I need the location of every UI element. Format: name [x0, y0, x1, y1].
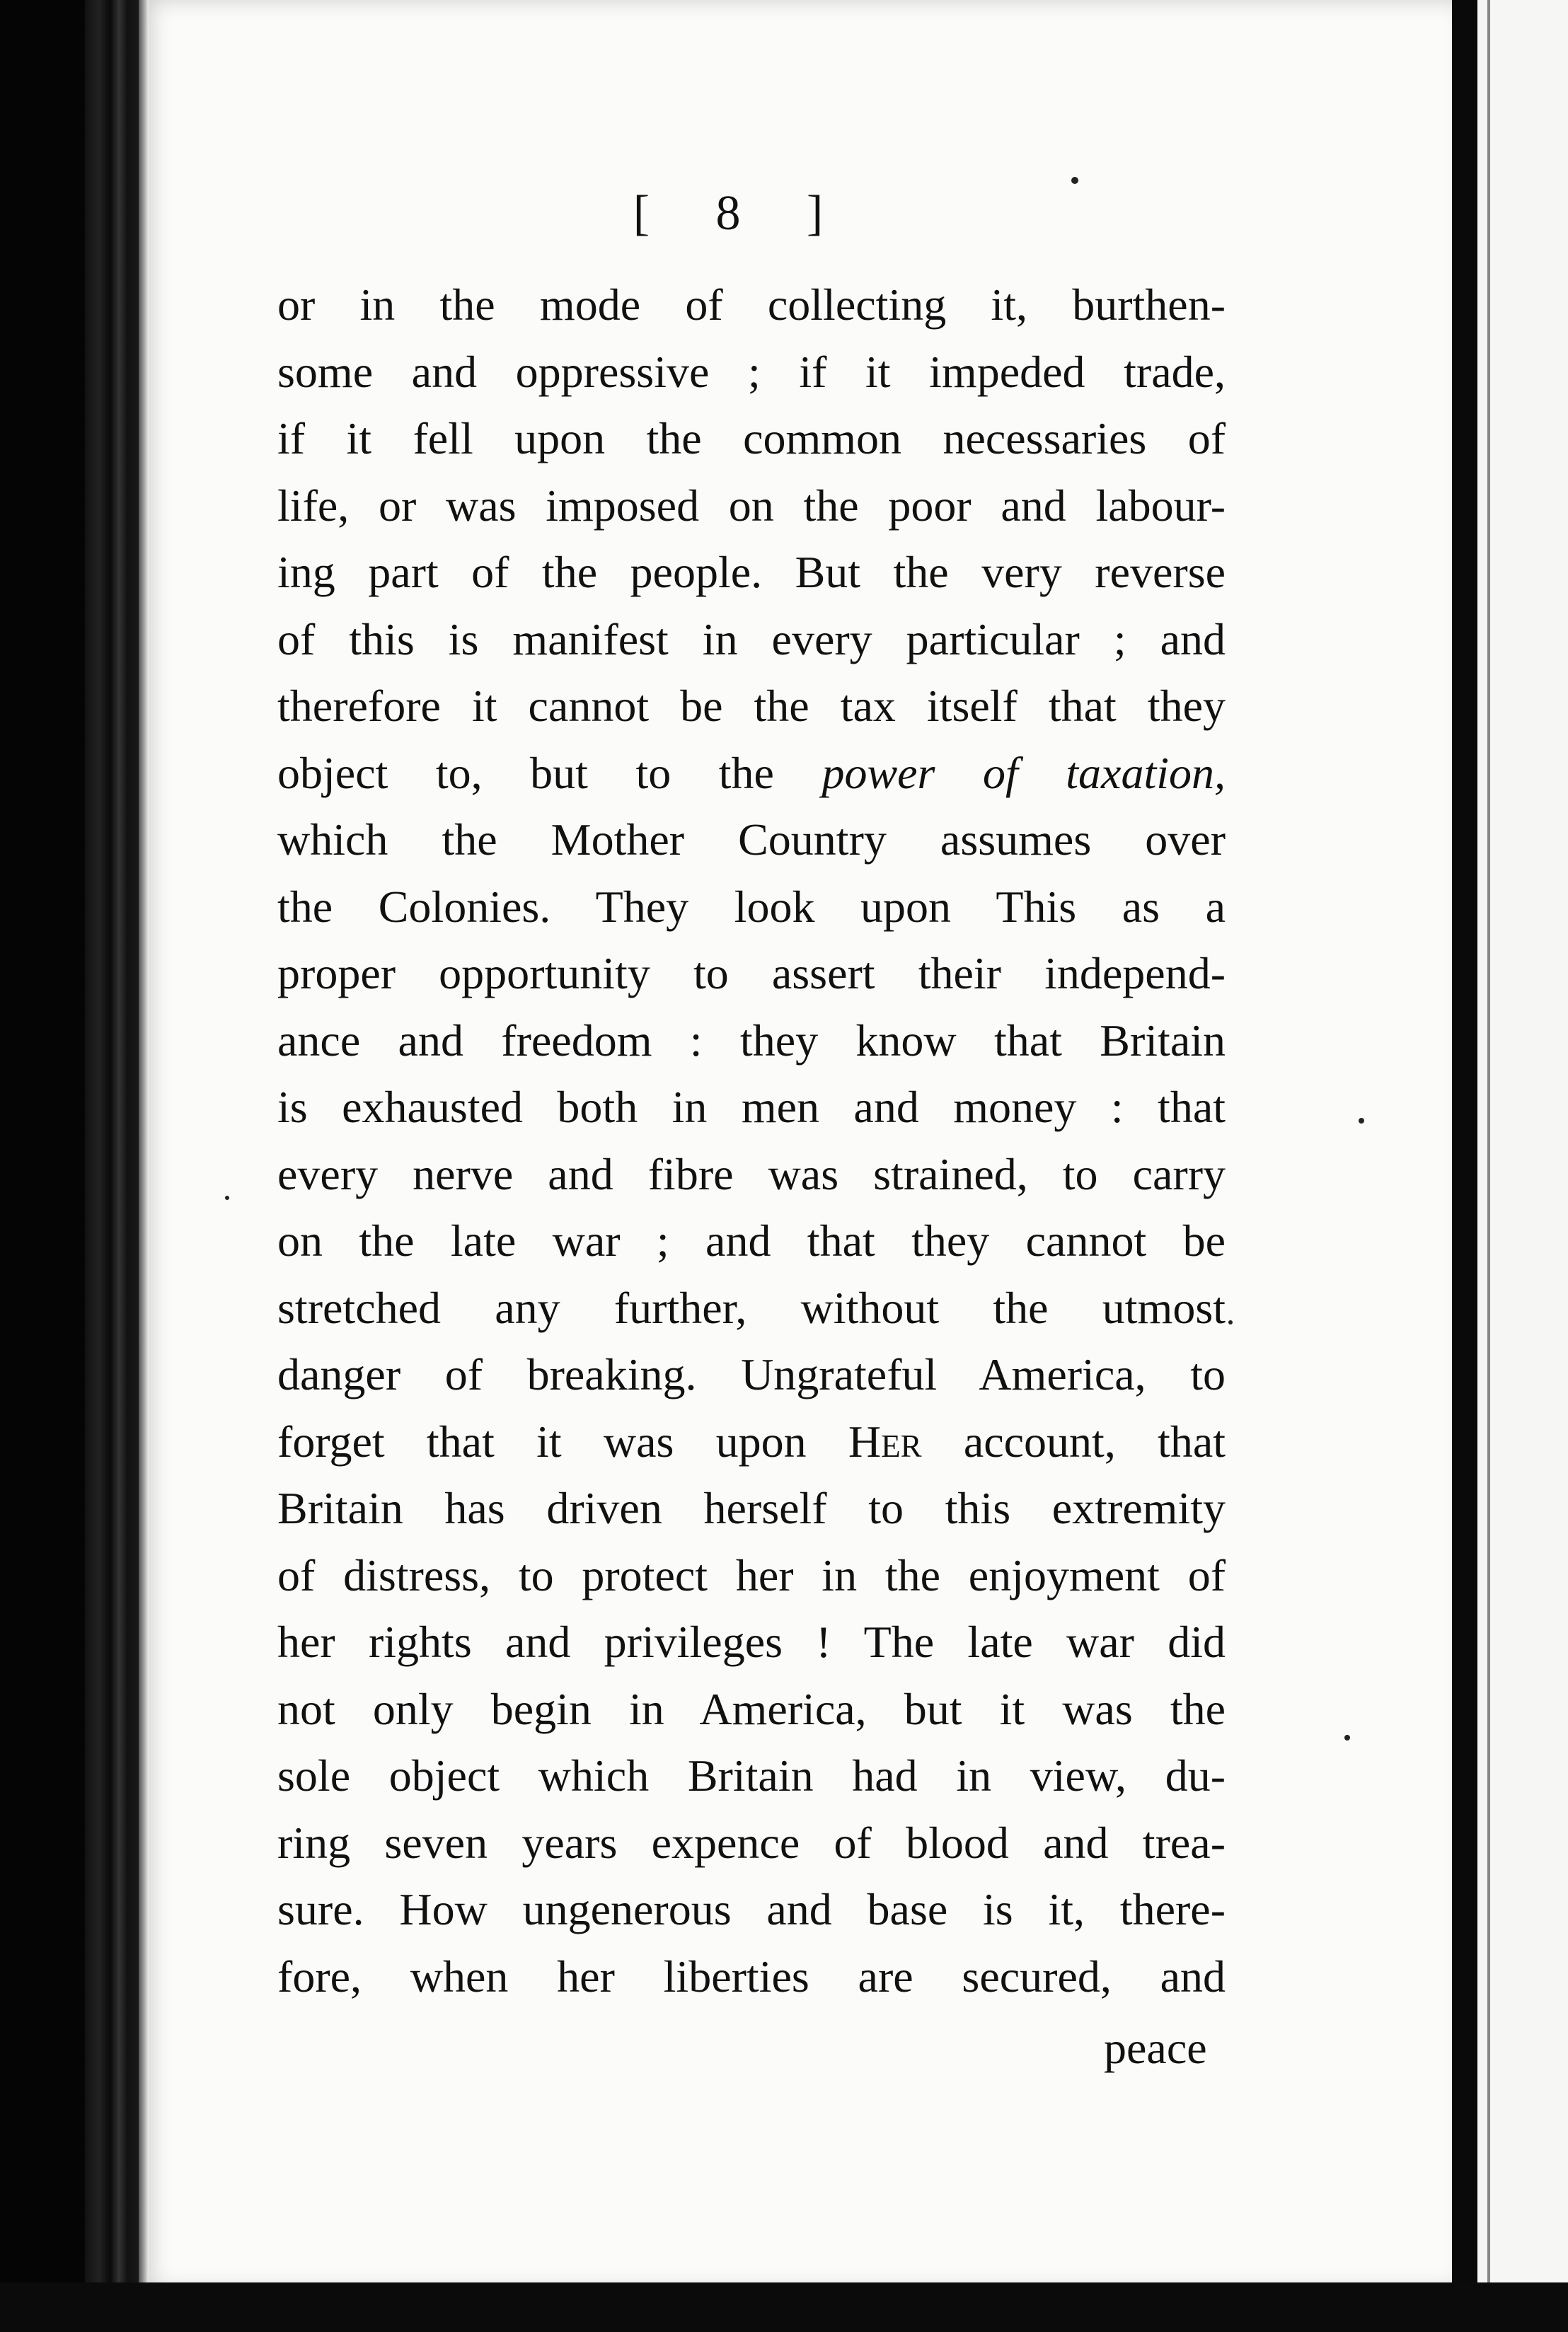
scan-speck	[1071, 177, 1078, 184]
text-line-emphasis	[277, 1409, 1226, 1476]
catchword: peace	[1104, 2023, 1207, 2073]
scan-speck	[225, 1196, 229, 1200]
text-segment: object to, but to the	[277, 747, 822, 798]
text-segment: account, that	[921, 1416, 1226, 1467]
text-line: sure. How ungenerous and base is it, there-	[277, 1884, 1226, 1934]
text-line: of distress, to protect her in the enjoyment of	[277, 1549, 1226, 1600]
text-line: if it fell upon the common necessaries of	[277, 413, 1226, 463]
text-line: Britain has driven herself to this extremity	[277, 1483, 1226, 1533]
scan-speck	[1359, 1118, 1364, 1124]
text-line: ing part of the people. But the very reverse	[277, 547, 1226, 597]
text-segment: forget that it was upon	[277, 1416, 848, 1467]
text-line: the Colonies. They look upon This as a	[277, 881, 1226, 932]
scan-speck	[1344, 1735, 1350, 1741]
text-line: stretched any further, without the utmost	[277, 1282, 1226, 1333]
page-edge-shadow	[139, 0, 149, 2290]
bottom-scan-border	[0, 2282, 1568, 2332]
text-line: therefore it cannot be the tax itself that they	[277, 681, 1226, 731]
scan-speck	[1228, 1320, 1233, 1324]
italic-phrase: power of taxation,	[822, 747, 1226, 798]
adjacent-page-sliver	[1477, 0, 1568, 2290]
text-line: ring seven years expence of blood and trea-	[277, 1817, 1226, 1868]
text-line: is exhausted both in men and money : that	[277, 1082, 1226, 1132]
small-caps-word: Her	[848, 1416, 922, 1467]
text-line: which the Mother Country assumes over	[277, 814, 1226, 865]
adjacent-page-edge	[1487, 0, 1490, 2290]
text-line-emphasis	[277, 740, 1226, 807]
text-line: not only begin in America, but it was the	[277, 1683, 1226, 1734]
text-line: or in the mode of collecting it, burthen-	[277, 279, 1226, 330]
text-line: some and oppressive ; if it impeded trade,	[277, 346, 1226, 397]
text-line: sole object which Britain had in view, du-	[277, 1750, 1226, 1801]
text-line: danger of breaking. Ungrateful America, to	[277, 1349, 1226, 1399]
text-line: life, or was imposed on the poor and labour-	[277, 480, 1226, 531]
text-line: of this is manifest in every particular ; and	[277, 613, 1226, 664]
text-line: proper opportunity to assert their independ-	[277, 948, 1226, 998]
body-text	[277, 272, 1226, 2010]
page-number: [ 8 ]	[633, 186, 851, 241]
right-gutter	[1452, 0, 1477, 2290]
text-line: fore, when her liberties are secured, and	[277, 1951, 1226, 2002]
text-line: ance and freedom : they know that Britain	[277, 1015, 1226, 1066]
text-line: every nerve and fibre was strained, to carry	[277, 1148, 1226, 1199]
binding-gutter	[85, 0, 142, 2332]
text-line: on the late war ; and that they cannot be	[277, 1216, 1226, 1266]
text-line: her rights and privileges ! The late war did	[277, 1617, 1226, 1667]
